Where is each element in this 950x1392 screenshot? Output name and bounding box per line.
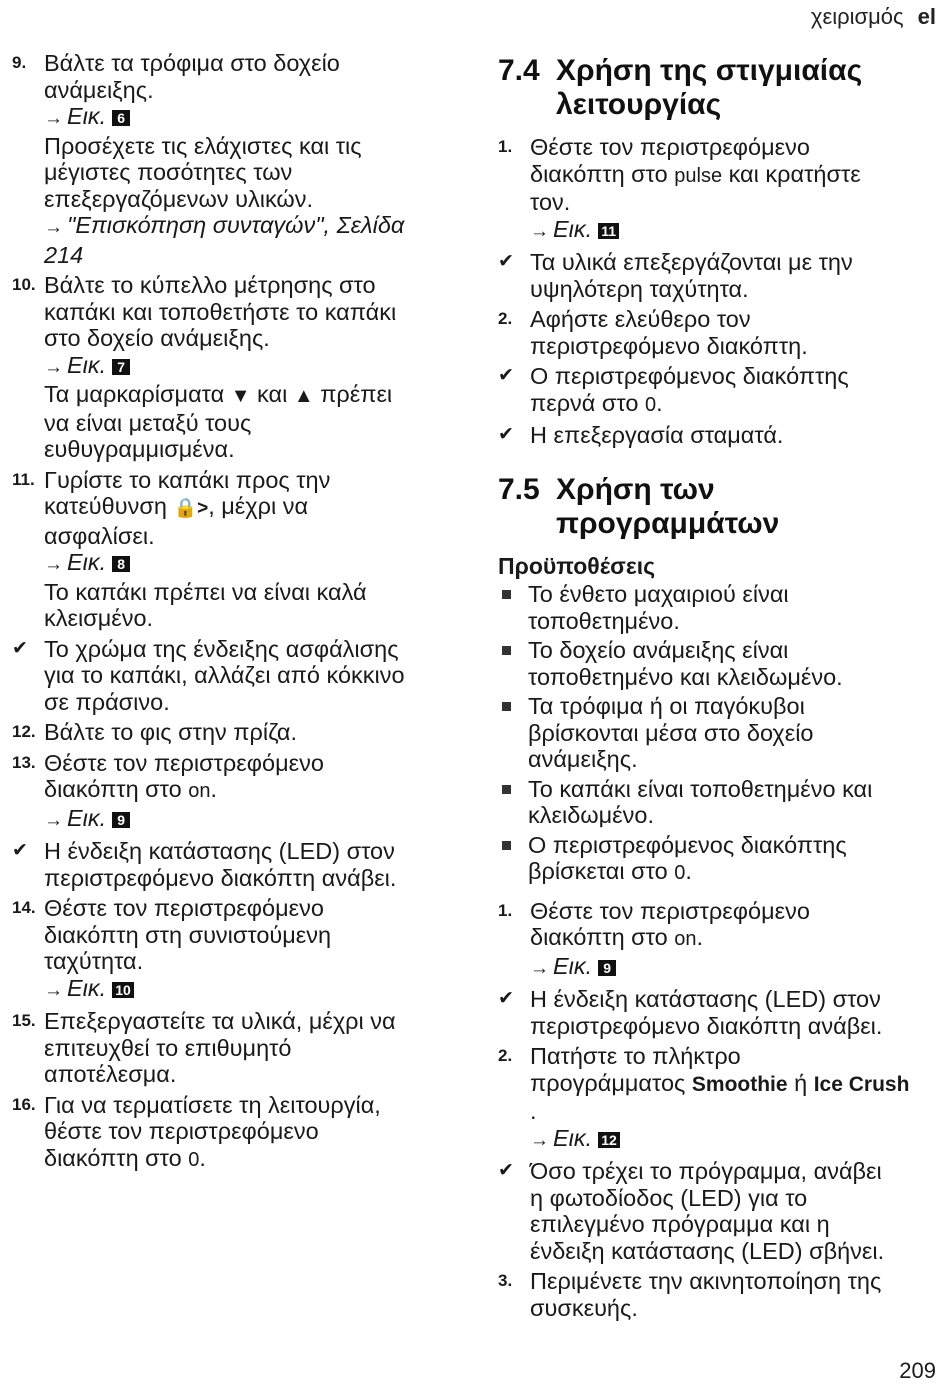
checkmark-icon: ✔ bbox=[498, 424, 514, 445]
step-text: στο δοχείο ανάμειξης. bbox=[44, 325, 270, 351]
program-step-3 bbox=[498, 1268, 943, 1321]
figure-reference bbox=[530, 953, 943, 983]
checkmark-icon: ✔ bbox=[498, 988, 514, 1009]
figure-reference bbox=[530, 216, 943, 246]
bullet-square-icon bbox=[502, 646, 511, 655]
program-step-2 bbox=[498, 1043, 943, 1154]
result-item bbox=[498, 1158, 943, 1264]
arrow-right-icon: → bbox=[530, 957, 549, 979]
note-text: πρέπει bbox=[320, 381, 393, 407]
figure-label: Εικ. bbox=[553, 1124, 593, 1151]
prerequisite-text-part: βρίσκεται στο bbox=[528, 858, 668, 884]
step-text: αποτέλεσμα. bbox=[44, 1061, 177, 1087]
step-text-part: και κρατήστε bbox=[728, 160, 861, 187]
figure-label: Εικ. bbox=[67, 549, 107, 575]
figure-number-badge: 10 bbox=[112, 982, 134, 998]
step-number: 1. bbox=[498, 137, 513, 156]
bullet-square-icon bbox=[502, 785, 511, 794]
step-text-part: ή bbox=[794, 1069, 808, 1096]
result-text: Ο περιστρεφόμενος διακόπτης bbox=[530, 363, 849, 389]
step-text: περιστρεφόμενο διακόπτη. bbox=[530, 332, 808, 359]
step-note bbox=[44, 381, 452, 410]
switch-position-label: pulse bbox=[674, 164, 723, 187]
figure-number-badge: 11 bbox=[598, 223, 619, 239]
step-number: 9. bbox=[12, 53, 27, 72]
result-item bbox=[12, 838, 452, 891]
left-column bbox=[12, 50, 452, 1177]
prerequisite-text: Το καπάκι είναι τοποθετημένο και bbox=[528, 775, 873, 802]
result-item bbox=[498, 422, 943, 449]
prerequisite-text bbox=[528, 858, 943, 887]
figure-number-badge: 12 bbox=[598, 1132, 620, 1148]
switch-position-label: 0 bbox=[674, 862, 686, 884]
prerequisites-heading: Προϋποθέσεις bbox=[498, 552, 656, 579]
triangle-up-icon: ▲ bbox=[293, 385, 314, 407]
page-number: 209 bbox=[899, 1358, 936, 1383]
step-text: Πατήστε το πλήκτρο bbox=[530, 1043, 741, 1069]
bullet-square-icon bbox=[502, 590, 511, 599]
step-number: 1. bbox=[498, 900, 513, 920]
prerequisite-text: τοποθετημένο. bbox=[528, 607, 680, 634]
step-note: Το καπάκι πρέπει να είναι καλά bbox=[44, 578, 367, 605]
step-text: Αφήστε ελεύθερο τον bbox=[530, 306, 751, 332]
figure-reference bbox=[530, 1125, 943, 1155]
prerequisite-text: Το ένθετο μαχαιριού είναι bbox=[528, 581, 789, 607]
figure-label: Εικ. bbox=[553, 952, 593, 979]
result-text: η φωτοδίοδος (LED) για το bbox=[530, 1184, 808, 1211]
step-15 bbox=[12, 1008, 452, 1088]
step-number: 12. bbox=[12, 722, 36, 741]
prerequisite-text: τοποθετημένο και κλειδωμένο. bbox=[528, 663, 843, 690]
step-text: Για να τερματίσετε τη λειτουργία, bbox=[44, 1091, 381, 1118]
step-16 bbox=[12, 1092, 452, 1174]
figure-label: Εικ. bbox=[553, 215, 593, 242]
arrow-right-icon: → bbox=[530, 1129, 549, 1151]
step-text-part: διακόπτη στο bbox=[530, 160, 668, 187]
prerequisite-item bbox=[498, 581, 943, 634]
step-text: Βάλτε το κύπελλο μέτρησης στο bbox=[44, 272, 376, 298]
switch-position-label: on bbox=[188, 780, 211, 802]
step-12 bbox=[12, 719, 452, 746]
step-text-part: διακόπτη στο bbox=[530, 924, 668, 950]
result-item bbox=[12, 636, 452, 716]
result-text: Το χρώμα της ένδειξης ασφάλισης bbox=[44, 635, 399, 662]
step-text: Θέστε τον περιστρεφόμενο bbox=[44, 895, 324, 921]
step-text: Θέστε τον περιστρεφόμενο bbox=[530, 134, 810, 160]
result-text: περιστρεφόμενο διακόπτη ανάβει. bbox=[530, 1012, 883, 1039]
result-text: για το καπάκι, αλλάζει από κόκκινο bbox=[44, 662, 405, 688]
step-text: ασφαλίσει. bbox=[44, 522, 155, 549]
prerequisite-text: Ο περιστρεφόμενος διακόπτης bbox=[528, 831, 847, 858]
step-number: 16. bbox=[12, 1094, 36, 1114]
step-text: Θέστε τον περιστρεφόμενο bbox=[44, 749, 324, 776]
header-section-title: χειρισμός bbox=[810, 4, 904, 29]
section-title: προγραμμάτων bbox=[556, 506, 780, 540]
checkmark-icon: ✔ bbox=[498, 1160, 514, 1181]
section-heading-7-4 bbox=[498, 54, 943, 122]
switch-position-label: 0 bbox=[188, 1148, 200, 1171]
prerequisite-text: κλειδωμένο. bbox=[528, 802, 654, 828]
step-text: ταχύτητα. bbox=[44, 948, 144, 974]
arrow-right-icon: → bbox=[44, 217, 63, 238]
prerequisite-item bbox=[498, 637, 943, 690]
arrow-right-icon: → bbox=[44, 108, 63, 129]
step-14 bbox=[12, 895, 452, 1004]
step-text: συσκευής. bbox=[530, 1294, 638, 1321]
figure-reference bbox=[44, 805, 452, 835]
step-text bbox=[530, 924, 943, 953]
figure-number-badge: 9 bbox=[598, 960, 616, 976]
step-text bbox=[44, 776, 452, 805]
step-number: 15. bbox=[12, 1011, 36, 1030]
figure-reference bbox=[44, 103, 452, 133]
step-number: 2. bbox=[498, 309, 513, 328]
prerequisite-item bbox=[498, 832, 943, 887]
arrow-right-icon: → bbox=[44, 554, 63, 575]
instant-step-1 bbox=[498, 134, 943, 245]
figure-number-badge: 9 bbox=[112, 812, 130, 828]
step-text: διακόπτη στη συνιστούμενη bbox=[44, 921, 332, 948]
result-text: Όσο τρέχει το πρόγραμμα, ανάβει bbox=[530, 1158, 882, 1184]
note-text: και bbox=[257, 381, 288, 407]
prerequisite-item bbox=[498, 776, 943, 829]
header-language-code: el bbox=[917, 4, 936, 29]
step-text-part: . bbox=[210, 776, 218, 802]
prerequisite-text: Τα τρόφιμα ή οι παγόκυβοι bbox=[528, 693, 805, 719]
switch-position-label: 0 bbox=[644, 393, 657, 416]
step-10 bbox=[12, 272, 452, 463]
cross-reference bbox=[44, 212, 452, 242]
step-text: ανάμειξης. bbox=[44, 76, 154, 103]
step-text: Βάλτε το φις στην πρίζα. bbox=[44, 719, 298, 745]
result-item bbox=[498, 986, 943, 1039]
step-text-part: κατεύθυνση bbox=[44, 493, 167, 519]
step-text: τον. bbox=[530, 189, 571, 215]
program-key-label: Smoothie bbox=[691, 1072, 788, 1096]
instant-step-2 bbox=[498, 306, 943, 359]
step-9 bbox=[12, 50, 452, 268]
figure-label: Εικ. bbox=[67, 351, 107, 378]
bullet-square-icon bbox=[502, 841, 511, 850]
step-text-part: . bbox=[199, 1144, 206, 1171]
step-note: Προσέχετε τις ελάχιστες και τις bbox=[44, 132, 362, 159]
step-text-part: διακόπτη στο bbox=[44, 776, 182, 802]
step-11 bbox=[12, 467, 452, 632]
step-note: κλεισμένο. bbox=[44, 605, 154, 631]
step-text: Επεξεργαστείτε τα υλικά, μέχρι να bbox=[44, 1008, 396, 1034]
result-text: υψηλότερη ταχύτητα. bbox=[530, 275, 749, 302]
section-number: 7.4 bbox=[498, 54, 540, 87]
lock-icon: 🔒> bbox=[173, 498, 209, 519]
checkmark-icon: ✔ bbox=[12, 637, 28, 659]
section-title: λειτουργίας bbox=[556, 88, 722, 121]
result-text: Η επεξεργασία σταματά. bbox=[530, 422, 784, 448]
step-text: Γυρίστε το καπάκι προς την bbox=[44, 466, 331, 493]
result-text-part: περνά στο bbox=[530, 389, 639, 416]
figure-label: Εικ. bbox=[67, 974, 107, 1001]
figure-reference bbox=[44, 975, 452, 1005]
figure-number-badge: 8 bbox=[112, 556, 130, 572]
section-title: Χρήση της στιγμιαίας bbox=[556, 54, 863, 87]
section-number: 7.5 bbox=[498, 472, 540, 506]
prerequisite-text: Το δοχείο ανάμειξης είναι bbox=[528, 637, 789, 663]
prerequisite-text: ανάμειξης. bbox=[528, 746, 638, 772]
result-text: ένδειξη κατάστασης (LED) σβήνει. bbox=[530, 1237, 885, 1264]
arrow-right-icon: → bbox=[44, 356, 63, 378]
arrow-right-icon: → bbox=[530, 220, 549, 242]
program-key-label: Ice Crush bbox=[813, 1072, 910, 1096]
result-text: επιλεγμένο πρόγραμμα και η bbox=[530, 1211, 830, 1237]
figure-label: Εικ. bbox=[67, 804, 107, 831]
result-item bbox=[498, 249, 943, 302]
step-text-part: . bbox=[696, 924, 704, 950]
step-note: να είναι μεταξύ τους bbox=[44, 409, 252, 436]
figure-number-badge: 7 bbox=[112, 359, 130, 375]
prerequisite-item bbox=[498, 693, 943, 773]
figure-reference bbox=[44, 549, 452, 579]
step-text: Βάλτε τα τρόφιμα στο δοχείο bbox=[44, 50, 340, 76]
bullet-square-icon bbox=[502, 702, 511, 711]
step-number: 3. bbox=[498, 1271, 513, 1290]
program-step-1 bbox=[498, 898, 943, 983]
step-text: θέστε τον περιστρεφόμενο bbox=[44, 1118, 319, 1144]
result-text: Τα υλικά επεξεργάζονται με την bbox=[530, 249, 853, 275]
step-text bbox=[530, 1070, 943, 1099]
arrow-right-icon: → bbox=[44, 979, 63, 1001]
result-text: περιστρεφόμενο διακόπτη ανάβει. bbox=[44, 864, 397, 891]
step-note: μέγιστες ποσότητες των bbox=[44, 159, 293, 185]
step-number: 13. bbox=[12, 752, 36, 772]
step-text: καπάκι και τοποθετήστε το καπάκι bbox=[44, 298, 397, 325]
step-text-part: , μέχρι να bbox=[208, 493, 309, 519]
result-text-part: . bbox=[656, 389, 663, 416]
section-heading-7-5 bbox=[498, 473, 943, 541]
step-number: 10. bbox=[12, 275, 36, 294]
result-text: Η ένδειξη κατάστασης (LED) στον bbox=[530, 986, 881, 1012]
step-number: 2. bbox=[498, 1046, 513, 1065]
step-note: ευθυγραμμισμένα. bbox=[44, 436, 235, 462]
cross-reference-text: "Επισκόπηση συνταγών", Σελίδα bbox=[67, 212, 405, 238]
figure-label: Εικ. bbox=[67, 103, 107, 129]
step-text: Περιμένετε την ακινητοποίηση της bbox=[530, 1268, 882, 1294]
note-text: Τα μαρκαρίσματα bbox=[44, 381, 225, 407]
step-text-part: διακόπτη στο bbox=[44, 1144, 182, 1171]
result-text: σε πράσινο. bbox=[44, 688, 170, 715]
figure-number-badge: 6 bbox=[112, 110, 130, 126]
step-text bbox=[530, 161, 943, 190]
figure-reference bbox=[44, 352, 452, 382]
arrow-right-icon: → bbox=[44, 809, 63, 831]
prerequisite-text: βρίσκονται μέσα στο δοχείο bbox=[528, 719, 814, 746]
result-text: Η ένδειξη κατάστασης (LED) στον bbox=[44, 838, 395, 864]
prerequisite-text-part: . bbox=[685, 858, 692, 884]
step-text bbox=[44, 493, 452, 523]
step-number: 14. bbox=[12, 898, 36, 917]
triangle-down-icon: ▼ bbox=[230, 385, 251, 407]
right-column bbox=[498, 54, 943, 1325]
result-item bbox=[498, 363, 943, 418]
checkmark-icon: ✔ bbox=[498, 365, 514, 386]
step-13 bbox=[12, 750, 452, 835]
switch-position-label: on bbox=[674, 928, 697, 950]
checkmark-icon: ✔ bbox=[12, 840, 28, 861]
step-number: 11. bbox=[12, 469, 35, 489]
step-text: . bbox=[530, 1098, 537, 1124]
step-text: Θέστε τον περιστρεφόμενο bbox=[530, 897, 810, 924]
result-text bbox=[530, 390, 943, 419]
step-text: επιτευχθεί το επιθυμητό bbox=[44, 1034, 292, 1061]
section-title: Χρήση των bbox=[556, 472, 715, 506]
step-text bbox=[44, 1145, 452, 1174]
checkmark-icon: ✔ bbox=[498, 251, 514, 272]
step-text-part: προγράμματος bbox=[530, 1069, 686, 1096]
page-header bbox=[811, 4, 936, 30]
cross-reference-page: 214 bbox=[44, 241, 84, 268]
step-note: επεξεργαζόμενων υλικών. bbox=[44, 185, 314, 212]
